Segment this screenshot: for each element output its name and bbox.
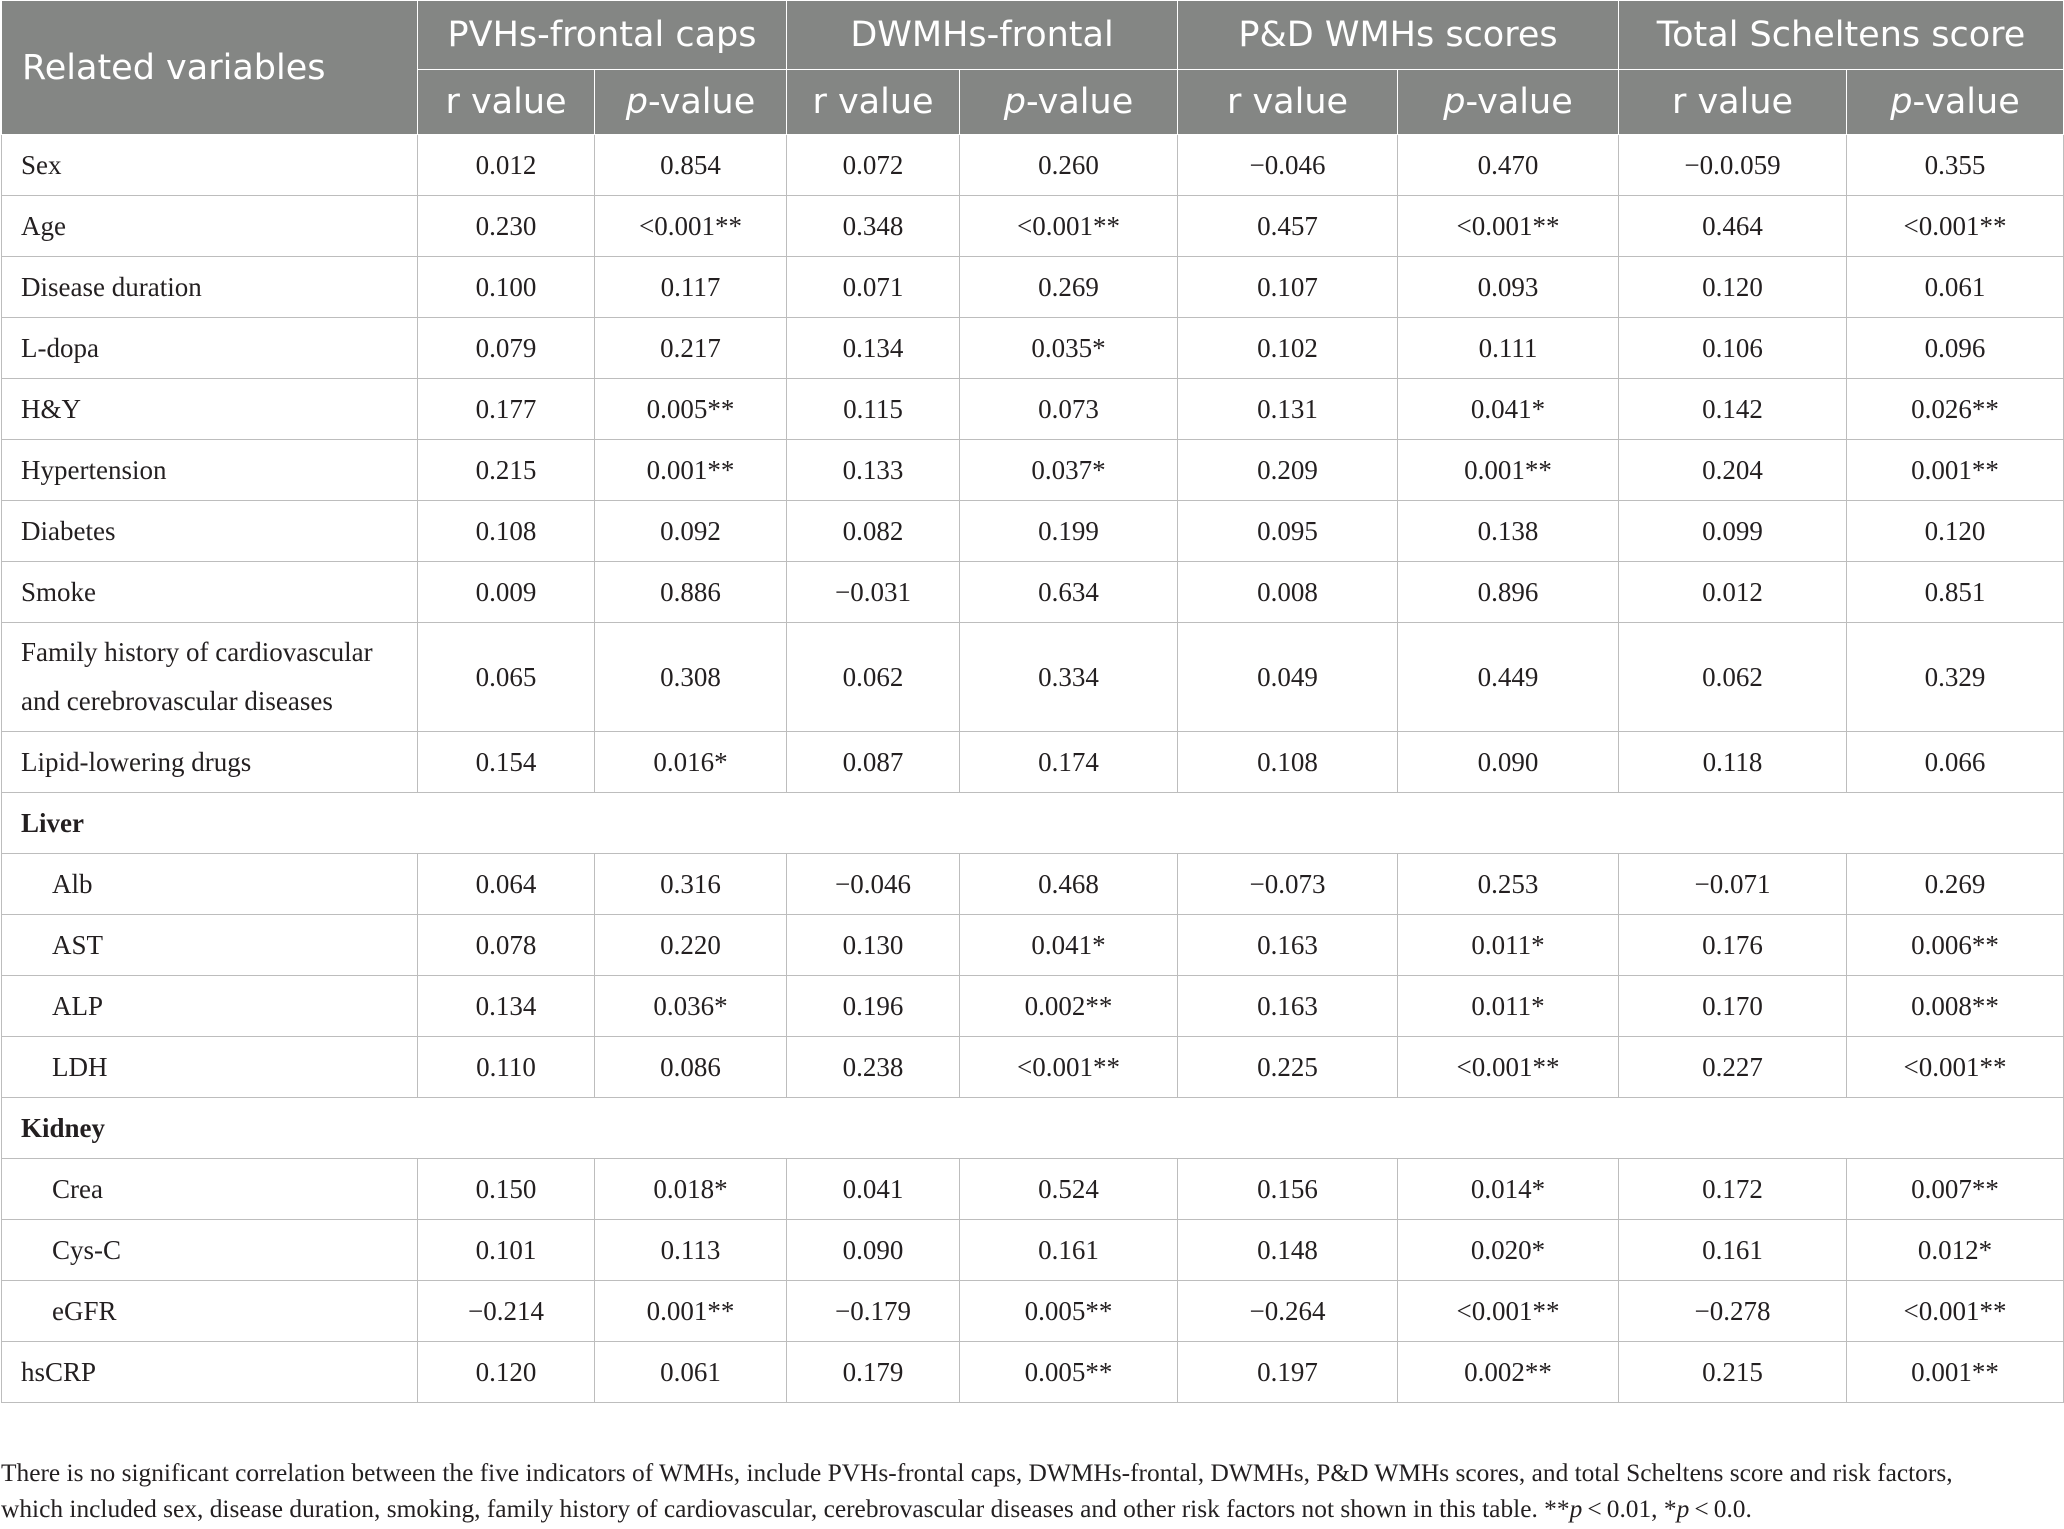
table-cell: 0.120: [418, 1342, 595, 1403]
table-cell: 0.204: [1619, 440, 1847, 501]
table-cell: 0.001**: [595, 1281, 787, 1342]
table-cell: 0.002**: [960, 976, 1178, 1037]
table-cell: <0.001**: [1398, 196, 1619, 257]
section-row-kidney: [2, 1098, 2064, 1159]
table-cell: 0.072: [787, 135, 960, 196]
table-cell: 0.634: [960, 562, 1178, 623]
table-cell: 0.008**: [1847, 976, 2064, 1037]
table-cell: 0.161: [960, 1220, 1178, 1281]
table-cell: −0.046: [787, 854, 960, 915]
table-cell: 0.036*: [595, 976, 787, 1037]
table-cell: −0.071: [1619, 854, 1847, 915]
table-cell: 0.037*: [960, 440, 1178, 501]
table-cell: 0.082: [787, 501, 960, 562]
table-row: [2, 1281, 2064, 1342]
table-cell: 0.062: [1619, 623, 1847, 732]
table-cell: 0.001**: [1398, 440, 1619, 501]
table-cell: 0.001**: [1847, 1342, 2064, 1403]
table-cell: 0.334: [960, 623, 1178, 732]
table-cell: 0.061: [1847, 257, 2064, 318]
table-row: [2, 562, 2064, 623]
table-cell: 0.199: [960, 501, 1178, 562]
table-cell: 0.095: [1178, 501, 1398, 562]
table-cell: 0.014*: [1398, 1159, 1619, 1220]
table-cell: 0.071: [787, 257, 960, 318]
table-cell: 0.854: [595, 135, 787, 196]
table-cell: 0.896: [1398, 562, 1619, 623]
table-cell: 0.120: [1847, 501, 2064, 562]
table-cell: 0.355: [1847, 135, 2064, 196]
table-cell: 0.005**: [960, 1281, 1178, 1342]
table-cell: 0.468: [960, 854, 1178, 915]
table-cell: 0.012: [418, 135, 595, 196]
table-cell: −0.073: [1178, 854, 1398, 915]
section-label: Liver: [2, 793, 2064, 854]
table-row: [2, 257, 2064, 318]
table-cell: 0.101: [418, 1220, 595, 1281]
table-cell: 0.001**: [595, 440, 787, 501]
table-cell: 0.090: [1398, 732, 1619, 793]
table-cell: 0.001**: [1847, 440, 2064, 501]
table-cell: 0.106: [1619, 318, 1847, 379]
table-cell: 0.130: [787, 915, 960, 976]
table-cell: <0.001**: [1847, 196, 2064, 257]
table-cell: 0.269: [960, 257, 1178, 318]
table-cell: 0.329: [1847, 623, 2064, 732]
table-cell: 0.062: [787, 623, 960, 732]
table-row: [2, 976, 2064, 1037]
table-cell: 0.041*: [960, 915, 1178, 976]
table-cell: 0.161: [1619, 1220, 1847, 1281]
table-cell: 0.133: [787, 440, 960, 501]
table-cell: 0.110: [418, 1037, 595, 1098]
table-cell: 0.524: [960, 1159, 1178, 1220]
row-label: ALP: [2, 976, 418, 1037]
table-cell: 0.115: [787, 379, 960, 440]
table-cell: 0.005**: [595, 379, 787, 440]
table-cell: 0.107: [1178, 257, 1398, 318]
table-row: [2, 318, 2064, 379]
table-row: [2, 379, 2064, 440]
table-cell: 0.002**: [1398, 1342, 1619, 1403]
row-label: eGFR: [2, 1281, 418, 1342]
table-cell: 0.172: [1619, 1159, 1847, 1220]
row-label: Disease duration: [2, 257, 418, 318]
table-cell: 0.108: [418, 501, 595, 562]
table-cell: 0.111: [1398, 318, 1619, 379]
table-cell: 0.061: [595, 1342, 787, 1403]
table-cell: 0.007**: [1847, 1159, 2064, 1220]
table-cell: 0.100: [418, 257, 595, 318]
table-cell: <0.001**: [960, 1037, 1178, 1098]
row-label: Diabetes: [2, 501, 418, 562]
header-row-groups: [2, 1, 2064, 70]
table-cell: <0.001**: [1847, 1037, 2064, 1098]
footnote-line-1: There is no significant correlation between the five indicators of WMHs, include PVHs-frontal caps, DWMHs-frontal, DWMHs, P&D WMHs scores, and total Scheltens score and risk factors,: [1, 1459, 1953, 1487]
table-row: [2, 501, 2064, 562]
row-label: Alb: [2, 854, 418, 915]
table-cell: <0.001**: [1398, 1281, 1619, 1342]
table-cell: 0.260: [960, 135, 1178, 196]
table-cell: 0.096: [1847, 318, 2064, 379]
table-cell: −0.179: [787, 1281, 960, 1342]
table-cell: 0.196: [787, 976, 960, 1037]
table-cell: 0.108: [1178, 732, 1398, 793]
table-row: [2, 1342, 2064, 1403]
row-label: Family history of cardiovascular and cerebrovascular diseases: [2, 623, 418, 732]
table-row: [2, 1159, 2064, 1220]
table-cell: −0.046: [1178, 135, 1398, 196]
table-cell: 0.851: [1847, 562, 2064, 623]
table-cell: 0.018*: [595, 1159, 787, 1220]
table-cell: 0.049: [1178, 623, 1398, 732]
row-label: hsCRP: [2, 1342, 418, 1403]
header-r-value: r value: [1619, 70, 1847, 135]
table-cell: 0.093: [1398, 257, 1619, 318]
table-cell: 0.131: [1178, 379, 1398, 440]
row-label: Crea: [2, 1159, 418, 1220]
table-cell: 0.215: [1619, 1342, 1847, 1403]
table-row: [2, 196, 2064, 257]
table-cell: 0.170: [1619, 976, 1847, 1037]
table-cell: 0.142: [1619, 379, 1847, 440]
table-cell: 0.348: [787, 196, 960, 257]
row-label: Cys-C: [2, 1220, 418, 1281]
table-cell: 0.005**: [960, 1342, 1178, 1403]
table-cell: 0.215: [418, 440, 595, 501]
table-cell: 0.217: [595, 318, 787, 379]
table-cell: 0.008: [1178, 562, 1398, 623]
table-row: [2, 732, 2064, 793]
table-cell: 0.174: [960, 732, 1178, 793]
row-label: AST: [2, 915, 418, 976]
header-p-value: p-value: [595, 70, 787, 135]
table-cell: 0.102: [1178, 318, 1398, 379]
table-cell: 0.154: [418, 732, 595, 793]
row-label: Sex: [2, 135, 418, 196]
table-cell: 0.012: [1619, 562, 1847, 623]
header-p-value: p-value: [960, 70, 1178, 135]
table-cell: 0.066: [1847, 732, 2064, 793]
section-row-liver: [2, 793, 2064, 854]
table-cell: 0.041: [787, 1159, 960, 1220]
table-cell: <0.001**: [1398, 1037, 1619, 1098]
table-cell: 0.238: [787, 1037, 960, 1098]
row-label: Smoke: [2, 562, 418, 623]
table-cell: 0.087: [787, 732, 960, 793]
table-cell: 0.253: [1398, 854, 1619, 915]
table-cell: 0.120: [1619, 257, 1847, 318]
table-cell: 0.163: [1178, 915, 1398, 976]
table-cell: 0.470: [1398, 135, 1619, 196]
table-row: [2, 1037, 2064, 1098]
table-cell: 0.457: [1178, 196, 1398, 257]
table-cell: −0.278: [1619, 1281, 1847, 1342]
table-cell: 0.041*: [1398, 379, 1619, 440]
table-cell: 0.006**: [1847, 915, 2064, 976]
table-cell: 0.118: [1619, 732, 1847, 793]
header-r-value: r value: [787, 70, 960, 135]
table-cell: 0.227: [1619, 1037, 1847, 1098]
table-cell: 0.148: [1178, 1220, 1398, 1281]
table-cell: 0.117: [595, 257, 787, 318]
table-cell: 0.230: [418, 196, 595, 257]
section-label: Kidney: [2, 1098, 2064, 1159]
table-cell: 0.150: [418, 1159, 595, 1220]
table-cell: 0.134: [418, 976, 595, 1037]
header-group-pd-wmhs-scores: P&D WMHs scores: [1178, 1, 1619, 70]
table-cell: 0.012*: [1847, 1220, 2064, 1281]
header-p-value: p-value: [1847, 70, 2064, 135]
header-r-value: r value: [418, 70, 595, 135]
row-label: Age: [2, 196, 418, 257]
table-cell: <0.001**: [1847, 1281, 2064, 1342]
table-cell: 0.011*: [1398, 976, 1619, 1037]
table-cell: 0.308: [595, 623, 787, 732]
table-cell: 0.177: [418, 379, 595, 440]
header-group-pvhs-frontal-caps: PVHs-frontal caps: [418, 1, 787, 70]
table-footnote: [1, 1455, 2063, 1527]
table-cell: 0.220: [595, 915, 787, 976]
table-row: [2, 135, 2064, 196]
table-cell: 0.138: [1398, 501, 1619, 562]
table-cell: 0.086: [595, 1037, 787, 1098]
table-row: [2, 623, 2064, 732]
footnote-line-2: which included sex, disease duration, smoking, family history of cardiovascular, cerebrovascular diseases and other risk factors not shown in this table. **p < 0.01, *p < 0.0.: [1, 1495, 1752, 1523]
header-p-value: p-value: [1398, 70, 1619, 135]
table-cell: 0.009: [418, 562, 595, 623]
table-cell: 0.073: [960, 379, 1178, 440]
table-cell: <0.001**: [595, 196, 787, 257]
table-cell: 0.020*: [1398, 1220, 1619, 1281]
table-cell: −0.264: [1178, 1281, 1398, 1342]
table-cell: −0.214: [418, 1281, 595, 1342]
table-cell: −0.0.059: [1619, 135, 1847, 196]
table-cell: 0.113: [595, 1220, 787, 1281]
table-cell: 0.449: [1398, 623, 1619, 732]
table-cell: <0.001**: [960, 196, 1178, 257]
table-cell: 0.078: [418, 915, 595, 976]
row-label: Lipid-lowering drugs: [2, 732, 418, 793]
table-cell: 0.026**: [1847, 379, 2064, 440]
row-label: L-dopa: [2, 318, 418, 379]
table-row: [2, 915, 2064, 976]
header-related-variables: Related variables: [2, 1, 418, 135]
header-r-value: r value: [1178, 70, 1398, 135]
table-cell: 0.464: [1619, 196, 1847, 257]
table-row: [2, 1220, 2064, 1281]
table-cell: 0.886: [595, 562, 787, 623]
table-cell: 0.197: [1178, 1342, 1398, 1403]
table-cell: 0.316: [595, 854, 787, 915]
table-cell: 0.064: [418, 854, 595, 915]
table-cell: 0.134: [787, 318, 960, 379]
table-cell: 0.090: [787, 1220, 960, 1281]
row-label: H&Y: [2, 379, 418, 440]
table-row: [2, 440, 2064, 501]
table-cell: 0.269: [1847, 854, 2064, 915]
table-cell: 0.035*: [960, 318, 1178, 379]
row-label: Hypertension: [2, 440, 418, 501]
header-group-total-scheltens: Total Scheltens score: [1619, 1, 2064, 70]
table-cell: 0.065: [418, 623, 595, 732]
row-label: LDH: [2, 1037, 418, 1098]
table-cell: 0.209: [1178, 440, 1398, 501]
table-cell: 0.179: [787, 1342, 960, 1403]
table-cell: 0.225: [1178, 1037, 1398, 1098]
table-cell: 0.092: [595, 501, 787, 562]
table-cell: 0.079: [418, 318, 595, 379]
table-cell: 0.163: [1178, 976, 1398, 1037]
table-cell: 0.016*: [595, 732, 787, 793]
correlation-table: [1, 0, 2064, 1403]
table-cell: −0.031: [787, 562, 960, 623]
table-cell: 0.099: [1619, 501, 1847, 562]
header-group-dwmhs-frontal: DWMHs-frontal: [787, 1, 1178, 70]
table-cell: 0.156: [1178, 1159, 1398, 1220]
table-cell: 0.176: [1619, 915, 1847, 976]
table-row: [2, 854, 2064, 915]
table-cell: 0.011*: [1398, 915, 1619, 976]
